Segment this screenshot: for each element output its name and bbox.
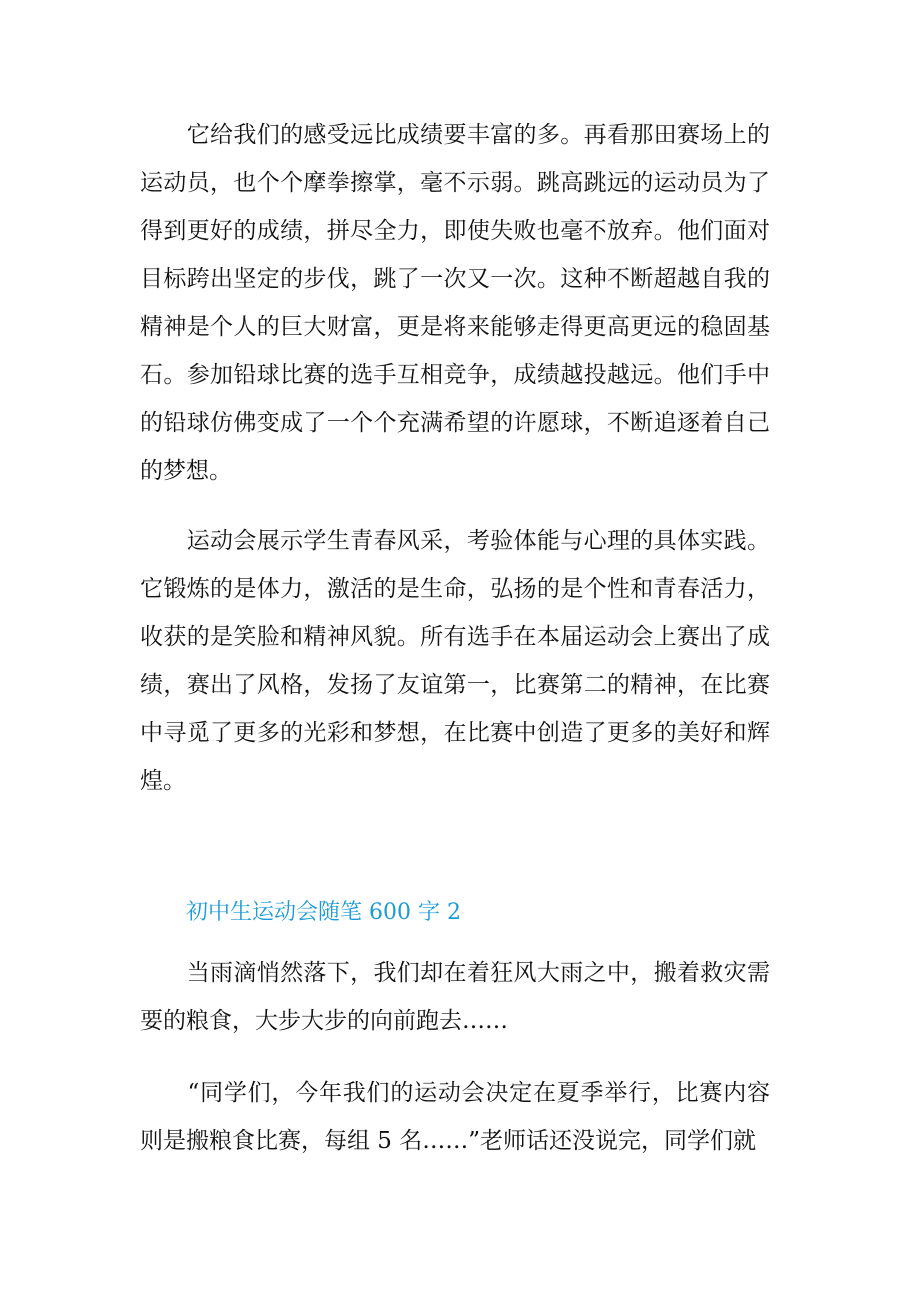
section-heading: 初中生运动会随笔 600 字 2 xyxy=(186,900,461,925)
text-line: “同学们，今年我们的运动会决定在夏季举行，比赛内容 xyxy=(140,1080,770,1106)
text-line: 要的粮食，大步大步的向前跑去…… xyxy=(140,1008,508,1034)
text-line: 煌。 xyxy=(140,768,186,794)
text-line: 则是搬粮食比赛，每组 5 名……”老师话还没说完，同学们就 xyxy=(140,1128,757,1154)
text-line: 收获的是笑脸和精神风貌。所有选手在本届运动会上赛出了成 xyxy=(140,624,770,650)
text-line: 的梦想。 xyxy=(140,458,232,484)
text-line: 得到更好的成绩，拼尽全力，即使失败也毫不放弃。他们面对 xyxy=(140,218,770,244)
text-line: 运动会展示学生青春风采，考验体能与心理的具体实践。 xyxy=(140,528,770,554)
text-line: 它锻炼的是体力，激活的是生命，弘扬的是个性和青春活力， xyxy=(140,576,770,602)
text-line: 的铅球仿佛变成了一个个充满希望的许愿球，不断追逐着自己 xyxy=(140,410,770,436)
text-line: 当雨滴悄然落下，我们却在着狂风大雨之中，搬着救灾需 xyxy=(140,960,770,986)
text-line: 目标跨出坚定的步伐，跳了一次又一次。这种不断超越自我的 xyxy=(140,266,770,292)
text-line: 中寻觅了更多的光彩和梦想，在比赛中创造了更多的美好和辉 xyxy=(140,720,770,746)
text-line: 精神是个人的巨大财富，更是将来能够走得更高更远的稳固基 xyxy=(140,314,770,340)
text-line: 石。参加铅球比赛的选手互相竞争，成绩越投越远。他们手中 xyxy=(140,362,770,388)
text-line: 它给我们的感受远比成绩要丰富的多。再看那田赛场上的 xyxy=(140,122,770,148)
text-line: 运动员，也个个摩拳擦掌，毫不示弱。跳高跳远的运动员为了 xyxy=(140,170,770,196)
text-line: 绩，赛出了风格，发扬了友谊第一，比赛第二的精神，在比赛 xyxy=(140,672,770,698)
